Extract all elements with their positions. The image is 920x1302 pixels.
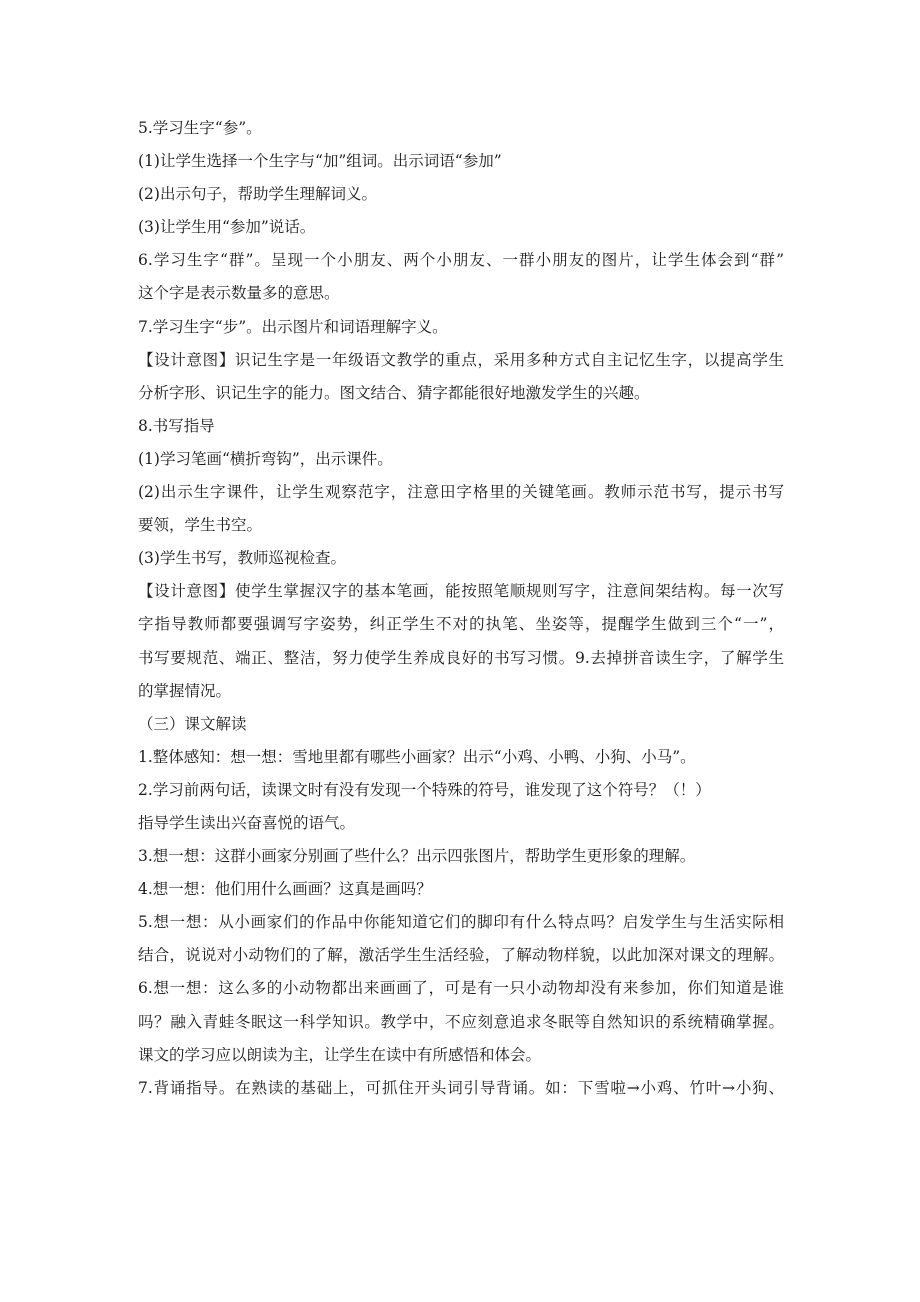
- text-line: 6.学习生字“群”。呈现一个小朋友、两个小朋友、一群小朋友的图片，让学生体会到“群”: [138, 251, 784, 270]
- text-line: 字指导教师都要强调写字姿势，纠正学生不对的执笔、坐姿等，提醒学生做到三个“一”，: [138, 615, 784, 634]
- text-line: 要领，学生书空。: [138, 516, 263, 535]
- text-line: 1.整体感知：想一想：雪地里都有哪些小画家？出示“小鸡、小鸭、小狗、小马”。: [138, 747, 696, 766]
- document-body: [138, 112, 784, 1105]
- text-line: 吗？融入青蛙冬眠这一科学知识。教学中，不应刻意追求冬眠等自然知识的系统精确掌握。: [138, 1012, 784, 1031]
- text-line: 6.想一想：这么多的小动物都出来画画了，可是有一只小动物却没有来参加，你们知道是谁: [138, 979, 784, 998]
- text-line: 【设计意图】使学生掌握汉字的基本笔画，能按照笔顺规则写字，注意间架结构。每一次写: [138, 582, 784, 601]
- text-line: 分析字形、识记生字的能力。图文结合、猜字都能很好地激发学生的兴趣。: [138, 383, 650, 402]
- text-line: 5.想一想：从小画家们的作品中你能知道它们的脚印有什么特点吗？启发学生与生活实际相: [138, 913, 784, 932]
- text-line: (2)出示句子，帮助学生理解词义。: [138, 185, 377, 204]
- text-line: 8.书写指导: [138, 416, 215, 435]
- text-line: 【设计意图】识记生字是一年级语文教学的重点，采用多种方式自主记忆生字，以提高学生: [138, 350, 784, 369]
- text-line: 4.想一想：他们用什么画画？这真是画吗？: [138, 880, 432, 899]
- text-line: 课文的学习应以朗读为主，让学生在读中有所感悟和体会。: [138, 1045, 542, 1064]
- text-line: (2)出示生字课件，让学生观察范字，注意田字格里的关键笔画。教师示范书写，提示书写: [138, 483, 784, 502]
- text-line: （三）课文解读: [138, 714, 247, 733]
- text-line: 书写要规范、端正、整洁，努力使学生养成良好的书写习惯。9.去掉拼音读生字，了解学生: [138, 648, 784, 667]
- text-line: 3.想一想：这群小画家分别画了些什么？出示四张图片，帮助学生更形象的理解。: [138, 847, 696, 866]
- text-line: 5.学习生字“参”。: [138, 119, 262, 137]
- text-line: 这个字是表示数量多的意思。: [138, 284, 340, 303]
- text-line: 7.背诵指导。在熟读的基础上，可抓住开头词引导背诵。如：下雪啦→小鸡、竹叶→小狗、: [138, 1078, 784, 1097]
- text-line: (1)让学生选择一个生字与“加”组词。出示词语“参加”: [138, 152, 502, 171]
- text-line: (3)学生书写，教师巡视检查。: [138, 549, 346, 568]
- text-line: (1)学习笔画“横折弯钩”，出示课件。: [138, 449, 393, 468]
- text-line: 2.学习前两句话，读课文时有没有发现一个特殊的符号，谁发现了这个符号？（！）: [138, 780, 711, 799]
- text-line: 结合，说说对小动物们的了解，激活学生生活经验，了解动物样貌，以此加深对课文的理解。: [138, 946, 784, 965]
- text-line: 7.学习生字“步”。出示图片和词语理解字义。: [138, 317, 448, 336]
- text-line: (3)让学生用“参加”说话。: [138, 218, 316, 237]
- text-line: 的掌握情况。: [138, 681, 232, 700]
- text-line: 指导学生读出兴奋喜悦的语气。: [138, 813, 356, 832]
